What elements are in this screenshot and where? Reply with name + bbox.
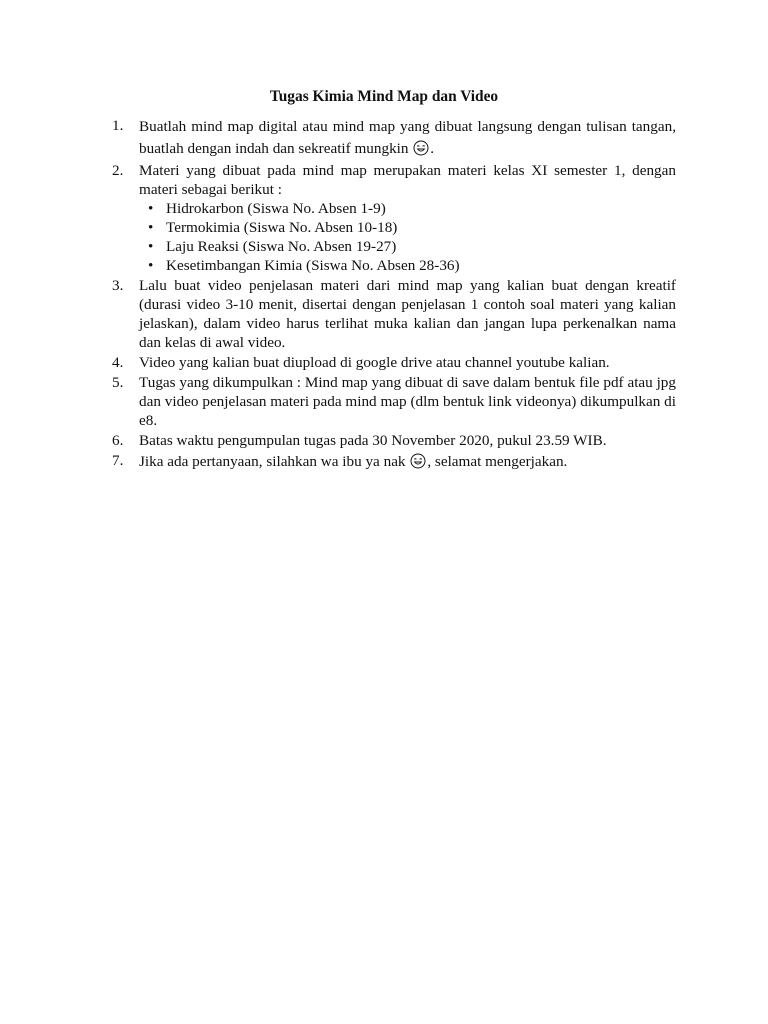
bullet-icon: • — [148, 200, 154, 217]
material-item: • Laju Reaksi (Siswa No. Absen 19-27) — [148, 238, 397, 255]
task-text: Tugas yang dikumpulkan : Mind map yang dibuat di save dalam bentuk file pdf atau jpg dan video penjelasan materi pada mind map (dlm bentuk link videonya) dikumpulkan di e8. — [139, 374, 676, 429]
task-number: 1. — [112, 117, 124, 134]
document-body — [112, 116, 676, 474]
task-item-4 — [112, 353, 676, 372]
task-number: 4. — [112, 354, 124, 371]
task-item-7 — [112, 451, 676, 473]
task-text-part: Buatlah mind map digital atau mind map yang dibuat langsung dengan tulisan tangan, buatlah dengan indah dan sekreatif mungkin — [139, 118, 676, 157]
task-item-1 — [112, 116, 676, 160]
task-text-part: Jika ada pertanyaan, silahkan wa ibu ya nak — [139, 453, 410, 470]
task-number: 5. — [112, 374, 124, 391]
task-number: 6. — [112, 432, 124, 449]
task-text: Video yang kalian buat diupload di google drive atau channel youtube kalian. — [139, 354, 610, 371]
task-text: Batas waktu pengumpulan tugas pada 30 November 2020, pukul 23.59 WIB. — [139, 432, 607, 449]
task-item-2 — [112, 161, 676, 275]
task-number: 7. — [112, 452, 124, 469]
task-text — [139, 116, 676, 160]
task-item-3 — [112, 276, 676, 352]
task-number: 2. — [112, 162, 124, 179]
material-item: • Termokimia (Siswa No. Absen 10-18) — [148, 219, 398, 236]
material-item: • Kesetimbangan Kimia (Siswa No. Absen 28-36) — [148, 257, 460, 274]
bullet-icon: • — [148, 257, 154, 274]
material-list — [139, 199, 676, 275]
bullet-icon: • — [148, 219, 154, 236]
task-item-6 — [112, 431, 676, 450]
task-text: Materi yang dibuat pada mind map merupakan materi kelas XI semester 1, dengan materi sebagai berikut : — [139, 162, 676, 198]
material-item: • Hidrokarbon (Siswa No. Absen 1-9) — [148, 200, 386, 217]
smiling-face-icon — [410, 453, 426, 469]
document-title: Tugas Kimia Mind Map dan Video — [269, 88, 499, 105]
smiling-face-icon — [413, 140, 429, 156]
task-text-part: , selamat mengerjakan. — [427, 453, 568, 470]
task-text — [139, 451, 676, 473]
task-text-part: . — [430, 140, 435, 157]
task-text: Lalu buat video penjelasan materi dari mind map yang kalian buat dengan kreatif (durasi video 3-10 menit, disertai dengan penjelasan 1 contoh soal materi yang kalian jelaskan), dalam video harus terlihat muka kalian dan jangan lupa perkenalkan nama dan kelas di awal video. — [139, 277, 676, 351]
task-item-5 — [112, 373, 676, 430]
bullet-icon: • — [148, 238, 154, 255]
task-number: 3. — [112, 277, 124, 294]
task-list — [112, 116, 676, 473]
